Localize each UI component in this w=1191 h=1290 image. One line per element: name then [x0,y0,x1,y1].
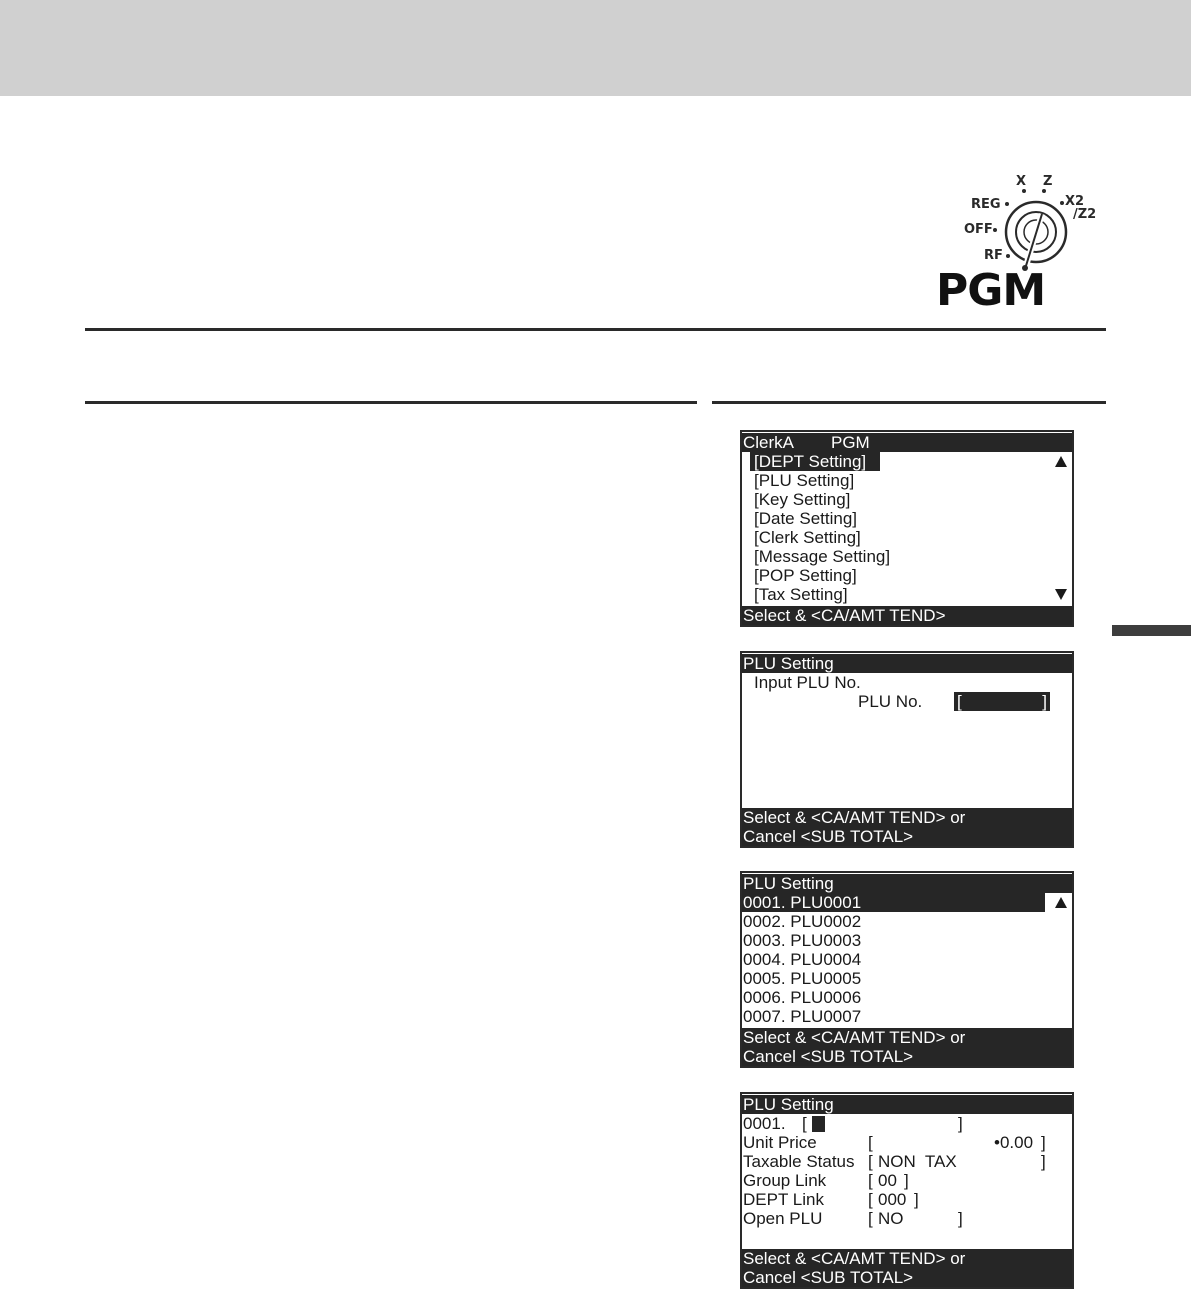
lcd-screen-main-menu [740,430,1074,627]
screen-title-bar [742,654,1072,673]
list-item[interactable] [742,931,1072,950]
screen-title: PLU Setting [743,654,834,673]
screen-footer [742,1249,1072,1268]
unit-price-row[interactable] [742,1133,1072,1152]
bracket-close: ] [958,1114,963,1133]
chapter-tab [1112,625,1191,636]
menu-item[interactable] [742,452,1072,471]
list-item[interactable] [742,1007,1072,1026]
list-item-label: 0002. PLU0002 [743,912,862,931]
mode-switch-diagram [930,170,1110,320]
bracket-close: ] [1042,692,1047,711]
list-item[interactable] [742,912,1072,931]
screen-title: PLU Setting [743,1095,834,1114]
taxable-status-row[interactable] [742,1152,1072,1171]
plu-number-field-row [742,692,1072,711]
menu-item-label: [Clerk Setting] [754,528,861,547]
menu-item-label: [Key Setting] [754,490,851,509]
menu-item[interactable] [742,528,1072,547]
footer-text: Select & <CA/AMT TEND> or [743,1028,966,1047]
display-rule [712,401,1106,404]
footer-text: Select & <CA/AMT TEND> or [743,1249,966,1268]
footer-text: Cancel <SUB TOTAL> [743,1047,914,1066]
plu-name-row[interactable] [742,1114,1072,1133]
screen-footer [742,1268,1072,1287]
screen-footer [742,606,1072,625]
footer-text: Select & <CA/AMT TEND> or [743,808,966,827]
mode-z-label: Z [1043,174,1053,189]
bracket-open: [ [868,1152,873,1171]
menu-item[interactable] [742,490,1072,509]
footer-text: Select & <CA/AMT TEND> [743,606,946,625]
bracket-open: [ [957,692,962,711]
clerk-name: ClerkA [743,433,795,452]
scroll-down-icon[interactable] [1055,589,1067,600]
menu-item-label: [Date Setting] [754,509,858,528]
text-cursor [812,1116,825,1132]
unit-price-value: •0.00 [994,1133,1034,1152]
screen-title-bar [742,1095,1072,1114]
screen-title-bar [742,874,1072,893]
list-item-label: 0007. PLU0007 [743,1007,862,1026]
bracket-open: [ [868,1209,873,1228]
mode-indicator: PGM [831,433,870,452]
screen-title-bar [742,433,1072,452]
plu-number-label: PLU No. [858,692,923,711]
mode-reg-label: REG [971,197,1001,212]
lcd-screen-plu-input [740,651,1074,848]
list-item-label: 0003. PLU0003 [743,931,862,950]
plu-number-label: 0001. [743,1114,786,1133]
list-item[interactable] [742,950,1072,969]
bracket-close: ] [904,1171,909,1190]
plu-number-input[interactable] [954,692,1050,711]
bracket-close: ] [1041,1152,1046,1171]
menu-item[interactable] [742,471,1072,490]
list-item-label: 0005. PLU0005 [743,969,862,988]
menu-item[interactable] [742,566,1072,585]
bracket-close: ] [1041,1133,1046,1152]
bracket-close: ] [958,1209,963,1228]
mode-rf-label: RF [984,248,1003,263]
open-plu-value: NO [878,1209,904,1228]
open-plu-label: Open PLU [743,1209,823,1228]
menu-item[interactable] [742,585,1072,604]
bracket-open: [ [868,1133,873,1152]
list-item-label: 0006. PLU0006 [743,988,862,1007]
mode-z2-label: /Z2 [1073,207,1097,222]
list-item[interactable] [742,893,1045,912]
menu-item-label: [PLU Setting] [754,471,855,490]
list-item-label: 0004. PLU0004 [743,950,862,969]
group-link-label: Group Link [743,1171,827,1190]
screen-footer [742,827,1072,846]
open-plu-row[interactable] [742,1209,1072,1228]
bracket-open: [ [868,1171,873,1190]
screen-footer [742,1028,1072,1047]
lcd-screen-plu-detail [740,1092,1074,1289]
group-link-value: 00 [878,1171,897,1190]
footer-text: Cancel <SUB TOTAL> [743,827,914,846]
menu-item[interactable] [742,509,1072,528]
dept-link-label: DEPT Link [743,1190,824,1209]
mode-off-label: OFF [964,222,993,237]
prompt-line [742,673,1072,692]
procedure-rule [85,401,697,404]
footer-text: Cancel <SUB TOTAL> [743,1268,914,1287]
screen-title: PLU Setting [743,874,834,893]
mode-pgm-label: PGM [936,265,1046,316]
bracket-open: [ [802,1114,807,1133]
list-item[interactable] [742,988,1072,1007]
list-item-label: 0001. PLU0001 [743,893,862,912]
bracket-open: [ [868,1190,873,1209]
bracket-close: ] [914,1190,919,1209]
group-link-row[interactable] [742,1171,1072,1190]
menu-item-label: [Message Setting] [754,547,891,566]
header-band [0,0,1191,96]
screen-footer [742,1047,1072,1066]
mode-x-label: X [1016,174,1027,189]
scroll-up-icon[interactable] [1055,897,1067,908]
menu-item[interactable] [742,547,1072,566]
menu-item-label: [Tax Setting] [754,585,848,604]
dept-link-row[interactable] [742,1190,1072,1209]
list-item[interactable] [742,969,1072,988]
taxable-status-value: NON TAX [878,1152,957,1171]
mode-x2-label: X2 [1065,194,1085,209]
dept-link-value: 000 [878,1190,907,1209]
prompt-text: Input PLU No. [754,673,861,692]
menu-item-label: [POP Setting] [754,566,857,585]
screen-footer [742,808,1072,827]
menu-item-label: [DEPT Setting] [750,452,880,471]
taxable-status-label: Taxable Status [743,1152,855,1171]
section-rule [85,328,1106,331]
scroll-up-icon[interactable] [1055,456,1067,467]
lcd-screen-plu-list [740,871,1074,1068]
unit-price-label: Unit Price [743,1133,817,1152]
